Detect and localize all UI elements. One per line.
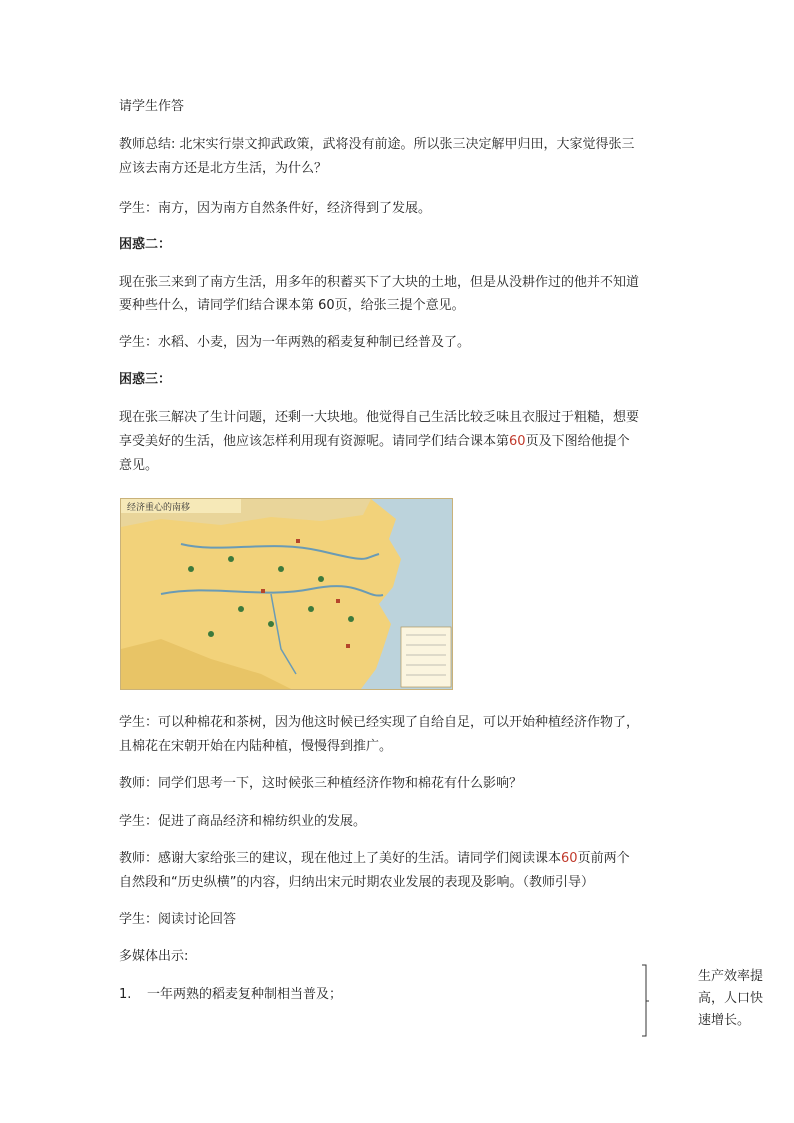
section-heading: 困惑二： [119, 237, 172, 252]
economic-center-map [121, 499, 452, 689]
paragraph: 且棉花在宋朝开始在内陆种植，慢慢得到推广。 [119, 739, 393, 754]
paragraph: 学生：南方，因为南方自然条件好，经济得到了发展。 [119, 201, 432, 216]
list-item [119, 986, 343, 1004]
side-note [698, 966, 763, 1032]
paragraph: 现在张三来到了南方生活，用多年的积蓄买下了大块的土地，但是从没耕作过的他并不知道 [119, 275, 640, 290]
paragraph: 要种些什么，请同学们结合课本第 60页，给张三提个意见。 [119, 298, 465, 313]
paragraph: 现在张三解决了生计问题，还剩一大块地。他觉得自己生活比较乏味且衣服过于粗糙，想要 [119, 410, 640, 425]
paragraph: 教师总结: 北宋实行崇文抑武政策，武将没有前途。所以张三决定解甲归田，大家觉得张三 [119, 137, 635, 152]
text-run: 教师：感谢大家给张三的建议，现在他过上了美好的生活。请同学们阅读课本 [119, 851, 562, 866]
paragraph: 多媒体出示: [119, 949, 189, 964]
paragraph: 教师：同学们思考一下，这时候张三种植经济作物和棉花有什么影响？ [119, 776, 523, 791]
side-note-line: 生产效率提 [698, 969, 764, 984]
paragraph: 请学生作答 [119, 99, 185, 114]
text-run: 页前两个 [577, 851, 630, 866]
paragraph: 应该去南方还是北方生活，为什么？ [119, 161, 328, 176]
map-title: 经济重心的南移 [127, 503, 191, 513]
paragraph: 学生：水稻、小麦，因为一年两熟的稻麦复种制已经普及了。 [119, 335, 471, 350]
paragraph: 学生：可以种棉花和茶树，因为他这时候已经实现了自给自足，可以开始种植经济作物了， [119, 715, 640, 730]
paragraph [119, 433, 630, 451]
list-number: 1. [119, 987, 132, 1002]
map-image [120, 498, 453, 690]
text-run: 页及下图给他提个 [525, 434, 630, 449]
paragraph: 学生：阅读讨论回答 [119, 912, 237, 927]
paragraph: 学生：促进了商品经济和棉纺织业的发展。 [119, 814, 367, 829]
paragraph [119, 850, 630, 868]
page-number: 60 [561, 851, 578, 866]
page-number: 60 [509, 434, 526, 449]
bracket-icon [640, 964, 650, 1038]
section-heading: 困惑三： [119, 372, 172, 387]
list-item-text: 一年两熟的稻麦复种制相当普及； [147, 987, 343, 1002]
text-run: 享受美好的生活，他应该怎样利用现有资源呢。请同学们结合课本第 [119, 434, 510, 449]
side-note-line: 速增长。 [698, 1013, 751, 1028]
side-note-line: 高，人口快 [698, 991, 764, 1006]
paragraph: 意见。 [119, 458, 159, 473]
paragraph: 自然段和“历史纵横”的内容，归纳出宋元时期农业发展的表现及影响。（教师引导） [119, 875, 594, 890]
